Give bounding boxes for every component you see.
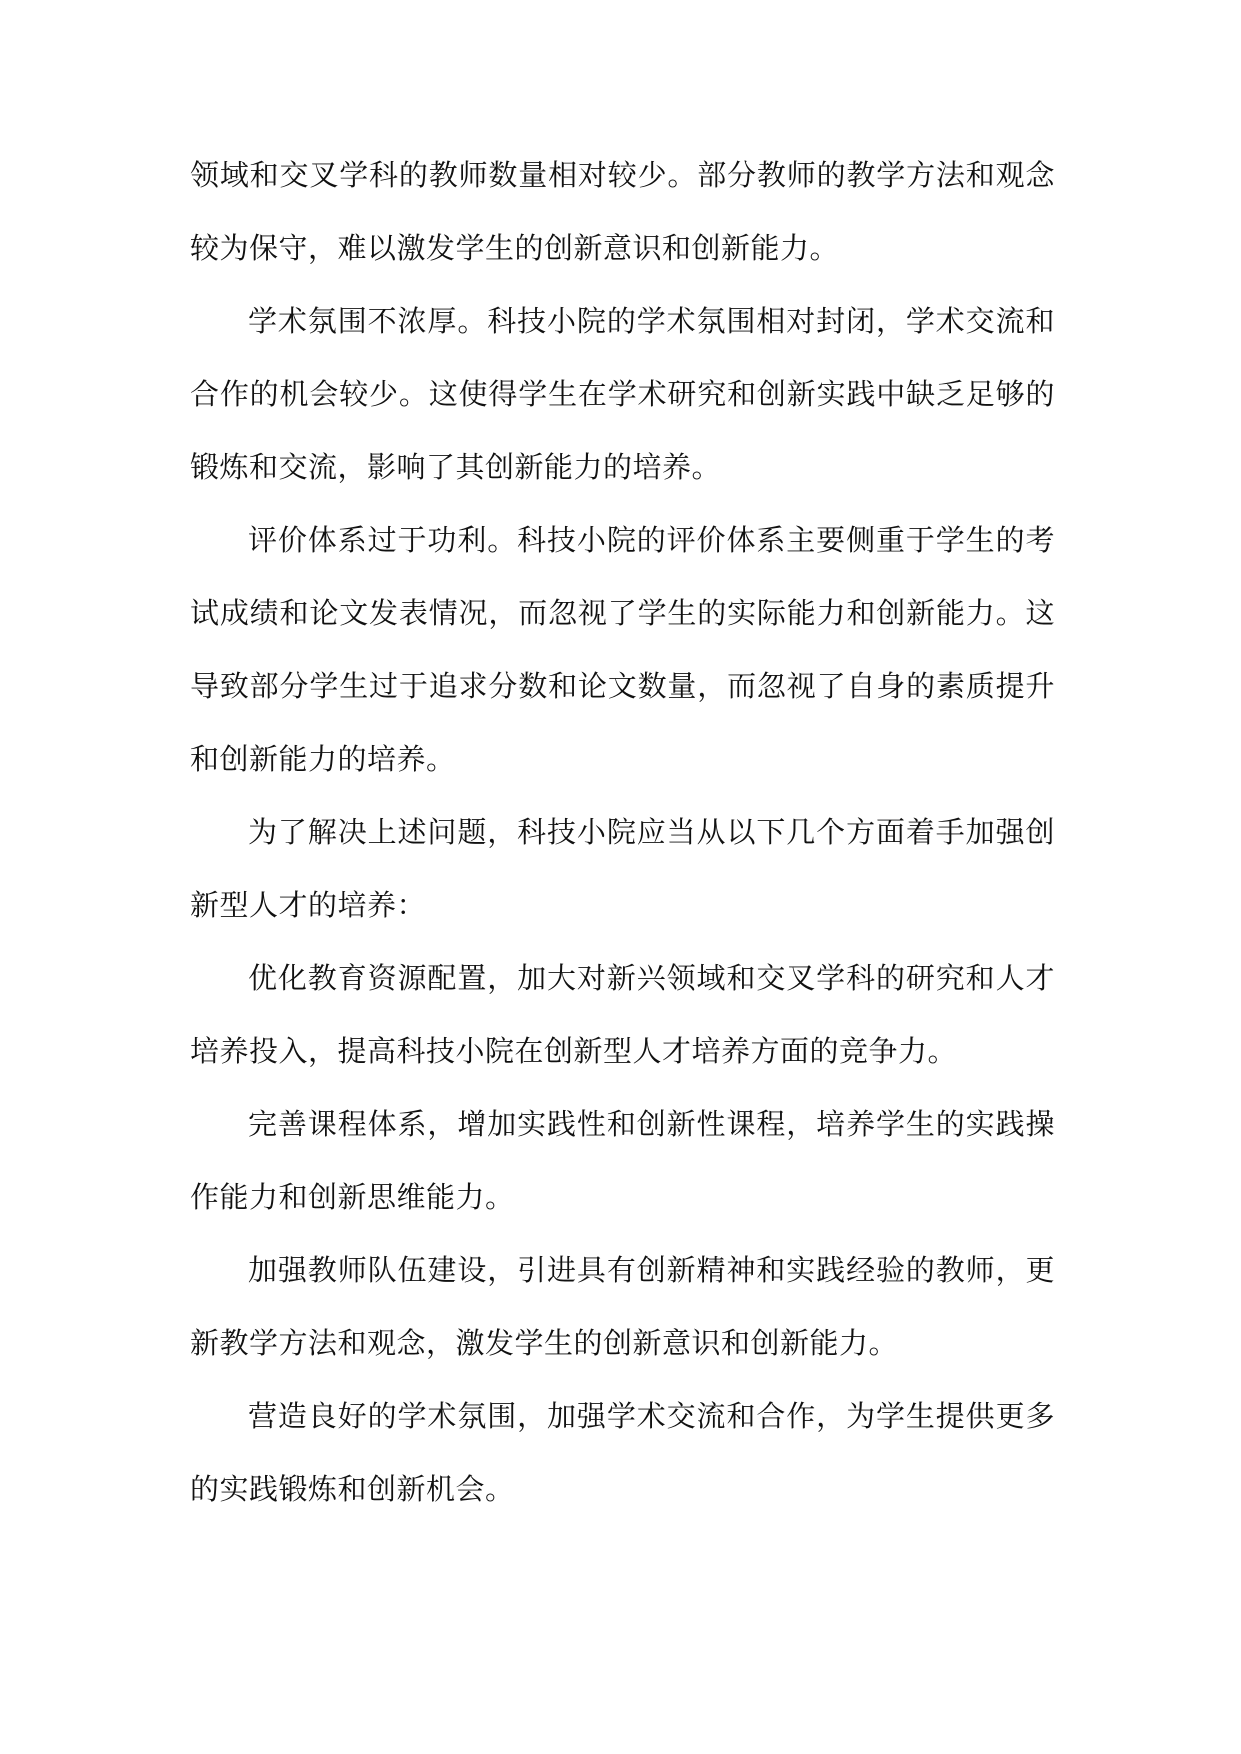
paragraph-5: 优化教育资源配置，加大对新兴领域和交叉学科的研究和人才培养投入，提高科技小院在创新型人才培养方面的竞争力。 [190,961,1055,1068]
paragraph-4: 为了解决上述问题，科技小院应当从以下几个方面着手加强创新型人才的培养： [190,815,1055,922]
paragraph-7: 加强教师队伍建设，引进具有创新精神和实践经验的教师，更新教学方法和观念，激发学生的创新意识和创新能力。 [190,1253,1055,1360]
paragraph-1: 领域和交叉学科的教师数量相对较少。部分教师的教学方法和观念较为保守，难以激发学生的创新意识和创新能力。 [190,158,1055,265]
paragraph-8: 营造良好的学术氛围，加强学术交流和合作，为学生提供更多的实践锻炼和创新机会。 [190,1399,1055,1506]
document-body [190,139,1055,1526]
paragraph-2: 学术氛围不浓厚。科技小院的学术氛围相对封闭，学术交流和合作的机会较少。这使得学生在学术研究和创新实践中缺乏足够的锻炼和交流，影响了其创新能力的培养。 [190,304,1055,484]
paragraph-3: 评价体系过于功利。科技小院的评价体系主要侧重于学生的考试成绩和论文发表情况，而忽视了学生的实际能力和创新能力。这导致部分学生过于追求分数和论文数量，而忽视了自身的素质提升和创新能力的培养。 [190,523,1055,776]
paragraph-6: 完善课程体系，增加实践性和创新性课程，培养学生的实践操作能力和创新思维能力。 [190,1107,1055,1214]
